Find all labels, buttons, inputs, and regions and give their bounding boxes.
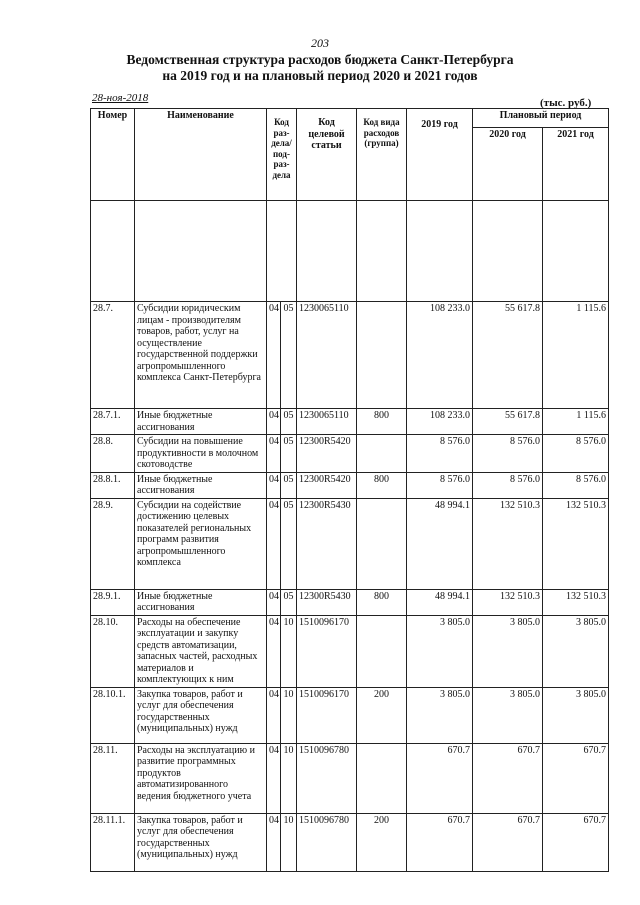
header-2019: 2019 год xyxy=(407,109,473,201)
row-amount-2019: 8 576.0 xyxy=(407,435,473,473)
row-target-code: 1510096170 xyxy=(297,687,357,743)
row-amount-2020: 8 576.0 xyxy=(473,472,543,498)
row-expense-type: 800 xyxy=(357,409,407,435)
row-amount-2021: 8 576.0 xyxy=(543,435,609,473)
row-name: Иные бюджетные ассигнования xyxy=(135,589,267,615)
table-row xyxy=(91,589,609,615)
page-number: 203 xyxy=(311,36,329,50)
row-section: 04 xyxy=(267,813,281,871)
row-amount-2021: 3 805.0 xyxy=(543,615,609,687)
header-number: Номер xyxy=(91,109,135,201)
table-row xyxy=(91,615,609,687)
row-subsection: 05 xyxy=(281,302,297,409)
row-section: 04 xyxy=(267,472,281,498)
row-number: 28.9.1. xyxy=(91,589,135,615)
header-2021: 2021 год xyxy=(543,128,609,201)
row-name: Иные бюджетные ассигнования xyxy=(135,472,267,498)
table-row xyxy=(91,498,609,589)
header-name: Наименование xyxy=(135,109,267,201)
row-section: 04 xyxy=(267,302,281,409)
title-line-2: на 2019 год и на плановый период 2020 и 2021 годов xyxy=(162,68,478,83)
row-target-code: 12300R5430 xyxy=(297,589,357,615)
row-name: Закупка товаров, работ и услуг для обеспечения государственных (муниципальных) нужд xyxy=(135,813,267,871)
table-row xyxy=(91,302,609,409)
row-amount-2020: 132 510.3 xyxy=(473,589,543,615)
row-section: 04 xyxy=(267,743,281,813)
row-number: 28.11. xyxy=(91,743,135,813)
row-amount-2021: 132 510.3 xyxy=(543,498,609,589)
row-amount-2021: 670.7 xyxy=(543,743,609,813)
row-target-code: 1510096780 xyxy=(297,743,357,813)
row-amount-2021: 3 805.0 xyxy=(543,687,609,743)
row-target-code: 1510096780 xyxy=(297,813,357,871)
row-subsection: 10 xyxy=(281,743,297,813)
row-amount-2019: 3 805.0 xyxy=(407,687,473,743)
row-expense-type xyxy=(357,302,407,409)
row-target-code: 1230065110 xyxy=(297,302,357,409)
row-expense-type: 800 xyxy=(357,472,407,498)
row-target-code: 12300R5420 xyxy=(297,435,357,473)
row-amount-2021: 1 115.6 xyxy=(543,302,609,409)
row-number: 28.8. xyxy=(91,435,135,473)
row-amount-2021: 132 510.3 xyxy=(543,589,609,615)
table-row xyxy=(91,435,609,473)
row-subsection: 05 xyxy=(281,589,297,615)
row-name: Закупка товаров, работ и услуг для обеспечения государственных (муниципальных) нужд xyxy=(135,687,267,743)
header-expense-code: Код вида расходов (группа) xyxy=(357,109,407,201)
row-amount-2020: 670.7 xyxy=(473,813,543,871)
row-name: Субсидии на повышение продуктивности в молочном скотоводстве xyxy=(135,435,267,473)
row-amount-2021: 8 576.0 xyxy=(543,472,609,498)
row-subsection: 10 xyxy=(281,687,297,743)
header-2020: 2020 год xyxy=(473,128,543,201)
title-line-1: Ведомственная структура расходов бюджета Санкт-Петербурга xyxy=(126,52,514,67)
table-row xyxy=(91,409,609,435)
row-amount-2020: 8 576.0 xyxy=(473,435,543,473)
row-section: 04 xyxy=(267,615,281,687)
row-section: 04 xyxy=(267,687,281,743)
row-amount-2020: 670.7 xyxy=(473,743,543,813)
row-amount-2019: 8 576.0 xyxy=(407,472,473,498)
row-amount-2019: 48 994.1 xyxy=(407,589,473,615)
row-name: Субсидии юридическим лицам - производителям товаров, работ, услуг на осуществление государственной поддержки агропромышленного комплекса Санкт-Петербурга xyxy=(135,302,267,409)
row-section: 04 xyxy=(267,409,281,435)
row-section: 04 xyxy=(267,589,281,615)
row-number: 28.7.1. xyxy=(91,409,135,435)
row-amount-2020: 132 510.3 xyxy=(473,498,543,589)
row-amount-2021: 1 115.6 xyxy=(543,409,609,435)
row-number: 28.7. xyxy=(91,302,135,409)
row-number: 28.9. xyxy=(91,498,135,589)
units-label: (тыс. руб.) xyxy=(540,97,592,109)
row-number: 28.10.1. xyxy=(91,687,135,743)
row-subsection: 05 xyxy=(281,435,297,473)
document-date: 28-ноя-2018 xyxy=(92,92,149,104)
row-expense-type xyxy=(357,498,407,589)
row-number: 28.11.1. xyxy=(91,813,135,871)
document-title xyxy=(0,52,640,84)
header-section-code: Код раз-дела/ под-раз-дела xyxy=(267,109,297,201)
budget-table xyxy=(90,108,609,872)
row-subsection: 10 xyxy=(281,813,297,871)
row-target-code: 12300R5420 xyxy=(297,472,357,498)
row-amount-2020: 55 617.8 xyxy=(473,409,543,435)
header-spacer xyxy=(91,201,609,302)
row-amount-2019: 108 233.0 xyxy=(407,409,473,435)
table-row xyxy=(91,472,609,498)
row-number: 28.10. xyxy=(91,615,135,687)
row-target-code: 1510096170 xyxy=(297,615,357,687)
row-amount-2020: 3 805.0 xyxy=(473,687,543,743)
row-expense-type: 200 xyxy=(357,813,407,871)
header-planned-period: Плановый период xyxy=(473,109,609,128)
row-amount-2020: 3 805.0 xyxy=(473,615,543,687)
row-name: Субсидии на содействие достижению целевых показателей региональных программ развития агропромышленного комплекса xyxy=(135,498,267,589)
row-number: 28.8.1. xyxy=(91,472,135,498)
row-section: 04 xyxy=(267,498,281,589)
row-expense-type xyxy=(357,743,407,813)
table-row xyxy=(91,743,609,813)
row-expense-type: 200 xyxy=(357,687,407,743)
row-amount-2019: 670.7 xyxy=(407,743,473,813)
row-target-code: 1230065110 xyxy=(297,409,357,435)
row-amount-2021: 670.7 xyxy=(543,813,609,871)
row-subsection: 10 xyxy=(281,615,297,687)
row-amount-2019: 48 994.1 xyxy=(407,498,473,589)
table-row xyxy=(91,813,609,871)
row-amount-2019: 108 233.0 xyxy=(407,302,473,409)
row-section: 04 xyxy=(267,435,281,473)
row-amount-2019: 3 805.0 xyxy=(407,615,473,687)
row-name: Расходы на обеспечение эксплуатации и закупку средств автоматизации, запасных частей, расходных материалов и комплектующих к ним xyxy=(135,615,267,687)
row-amount-2020: 55 617.8 xyxy=(473,302,543,409)
row-subsection: 05 xyxy=(281,409,297,435)
row-name: Расходы на эксплуатацию и развитие программных продуктов автоматизированного ведения бюджетного учета xyxy=(135,743,267,813)
row-subsection: 05 xyxy=(281,498,297,589)
row-expense-type xyxy=(357,615,407,687)
row-expense-type xyxy=(357,435,407,473)
row-target-code: 12300R5430 xyxy=(297,498,357,589)
row-name: Иные бюджетные ассигнования xyxy=(135,409,267,435)
row-subsection: 05 xyxy=(281,472,297,498)
row-amount-2019: 670.7 xyxy=(407,813,473,871)
header-target-code: Код целевой статьи xyxy=(297,109,357,201)
row-expense-type: 800 xyxy=(357,589,407,615)
table-row xyxy=(91,687,609,743)
